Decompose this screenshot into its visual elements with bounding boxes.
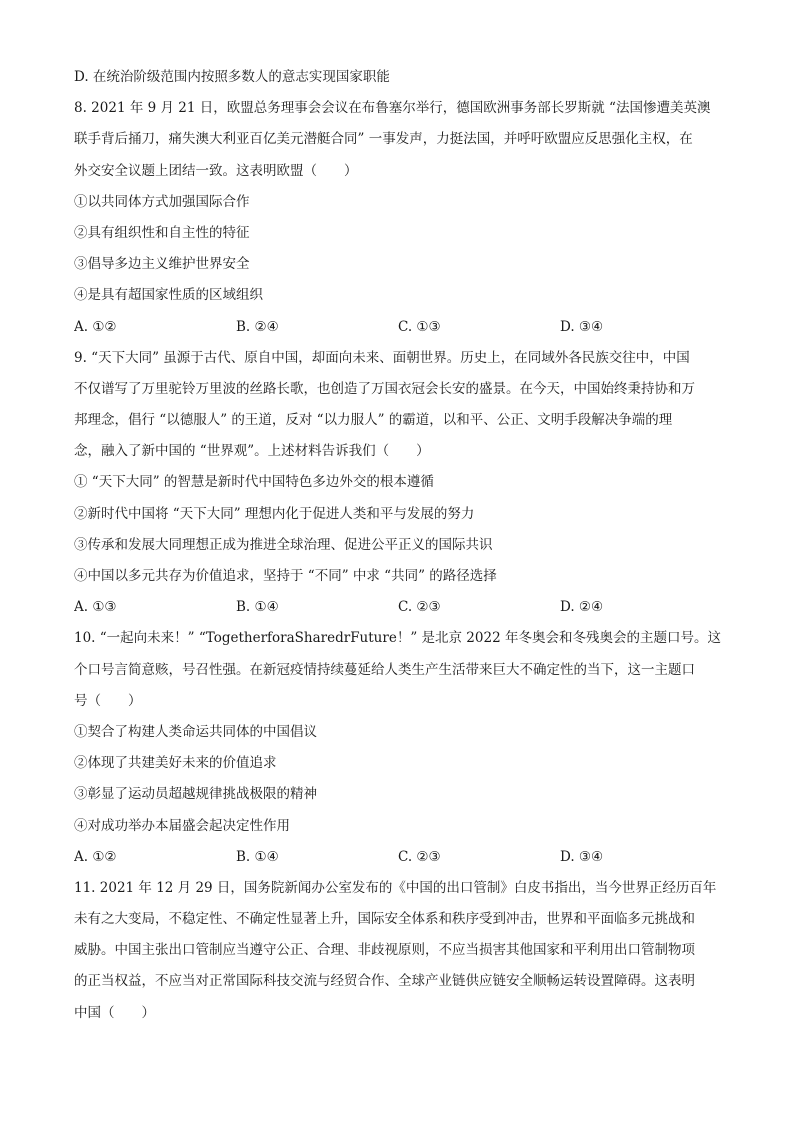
q10-option-b: B. ①④	[236, 848, 279, 865]
q10-item-4: ④对成功举办本届盛会起决定性作用	[74, 817, 290, 834]
q8-options	[74, 312, 724, 343]
q9-stem-line: 念，融入了新中国的 “世界观”。上述材料告诉我们（ ）	[74, 443, 430, 460]
q8-option-b: B. ②④	[236, 318, 279, 335]
q8-stem-line: 联手背后捅刀，痛失澳大利亚百亿美元潜艇合同” 一事发声，力挺法国，并呼吁欧盟应反思强化主权，在	[74, 131, 693, 148]
question-8	[74, 93, 724, 343]
question-10	[74, 623, 724, 873]
q9-item-4: ④中国以多元共存为价值追求，坚持于 “不同” 中求 “共同” 的路径选择	[74, 568, 497, 584]
q10-option-d: D. ③④	[560, 848, 604, 865]
q10-options	[74, 842, 724, 873]
q9-stem-line: 不仅谱写了万里驼铃万里波的丝路长歌，也创造了万国衣冠会长安的盛景。在今天，中国始终秉持协和万	[74, 380, 695, 397]
q10-stem-line: 10. “一起向未来！” “TogetherforaSharedrFuture！” 是北京 2022 年冬奥会和冬残奥会的主题口号。这	[74, 630, 721, 647]
q9-item-2: ②新时代中国将 “天下大同” 理想内化于促进人类和平与发展的努力	[74, 505, 475, 522]
q9-option-c: C. ②③	[398, 599, 441, 616]
q9-option-b: B. ①④	[236, 599, 279, 616]
q11-stem-line: 威胁。中国主张出口管制应当遵守公正、合理、非歧视原则，不应当损害其他国家和平利用出口管制物项	[74, 942, 695, 959]
q11-stem-line: 未有之大变局，不稳定性、不确定性显著上升，国际安全体系和秩序受到冲击，世界和平面临多元挑战和	[74, 911, 695, 928]
q9-options	[74, 592, 724, 623]
q8-option-c: C. ①③	[398, 318, 441, 335]
question-9	[74, 343, 724, 624]
q8-stem-line: 外交安全议题上团结一致。这表明欧盟（ ）	[74, 162, 358, 179]
q9-item-1: ① “天下大同” 的智慧是新时代中国特色多边外交的根本遵循	[74, 474, 434, 491]
q8-item-1: ①以共同体方式加强国际合作	[74, 193, 250, 210]
q8-stem-line: 8. 2021 年 9 月 21 日，欧盟总务理事会会议在布鲁塞尔举行，德国欧洲事务部长罗斯就 “法国惨遭美英澳	[74, 100, 711, 117]
q10-item-2: ②体现了共建美好未来的价值追求	[74, 755, 277, 772]
q9-option-a: A. ①③	[74, 599, 117, 616]
q10-option-a: A. ①②	[74, 848, 117, 865]
question-11	[74, 873, 724, 1029]
q7-option-d: D. 在统治阶级范围内按照多数人的意志实现国家职能	[74, 69, 390, 85]
q10-item-1: ①契合了构建人类命运共同体的中国倡议	[74, 723, 317, 740]
q10-stem-line: 号（ ）	[74, 692, 142, 709]
q11-stem-line: 11. 2021 年 12 月 29 日，国务院新闻办公室发布的《中国的出口管制》白皮书指出，当今世界正经历百年	[74, 879, 717, 896]
q10-option-c: C. ②③	[398, 848, 441, 865]
q10-stem-line: 个口号言简意赅，号召性强。在新冠疫情持续蔓延给人类生产生活带来巨大不确定性的当下，这一主题口	[74, 661, 695, 678]
q8-option-a: A. ①②	[74, 318, 117, 335]
q9-stem-line: 9. “天下大同” 虽源于古代、原自中国，却面向未来、面朝世界。历史上，在同域外各民族交往中，中国	[74, 349, 690, 366]
q9-stem-line: 邦理念，倡行 “以德服人” 的王道，反对 “以力服人” 的霸道，以和平、公正、文明手段解决争端的理	[74, 412, 673, 429]
q9-item-3: ③传承和发展大同理想正成为推进全球治理、促进公平正义的国际共识	[74, 536, 493, 553]
q8-item-3: ③倡导多边主义维护世界安全	[74, 256, 250, 273]
q10-item-3: ③彰显了运动员超越规律挑战极限的精神	[74, 786, 317, 803]
exam-page	[74, 62, 724, 1029]
q11-stem-line: 的正当权益，不应当对正常国际科技交流与经贸合作、全球产业链供应链安全顺畅运转设置障碍。这表明	[74, 973, 695, 990]
q9-option-d: D. ②④	[560, 599, 604, 616]
q8-item-4: ④是具有超国家性质的区域组织	[74, 287, 263, 304]
q11-stem-line: 中国（ ）	[74, 1004, 155, 1021]
q8-option-d: D. ③④	[560, 318, 604, 335]
q8-item-2: ②具有组织性和自主性的特征	[74, 224, 250, 241]
